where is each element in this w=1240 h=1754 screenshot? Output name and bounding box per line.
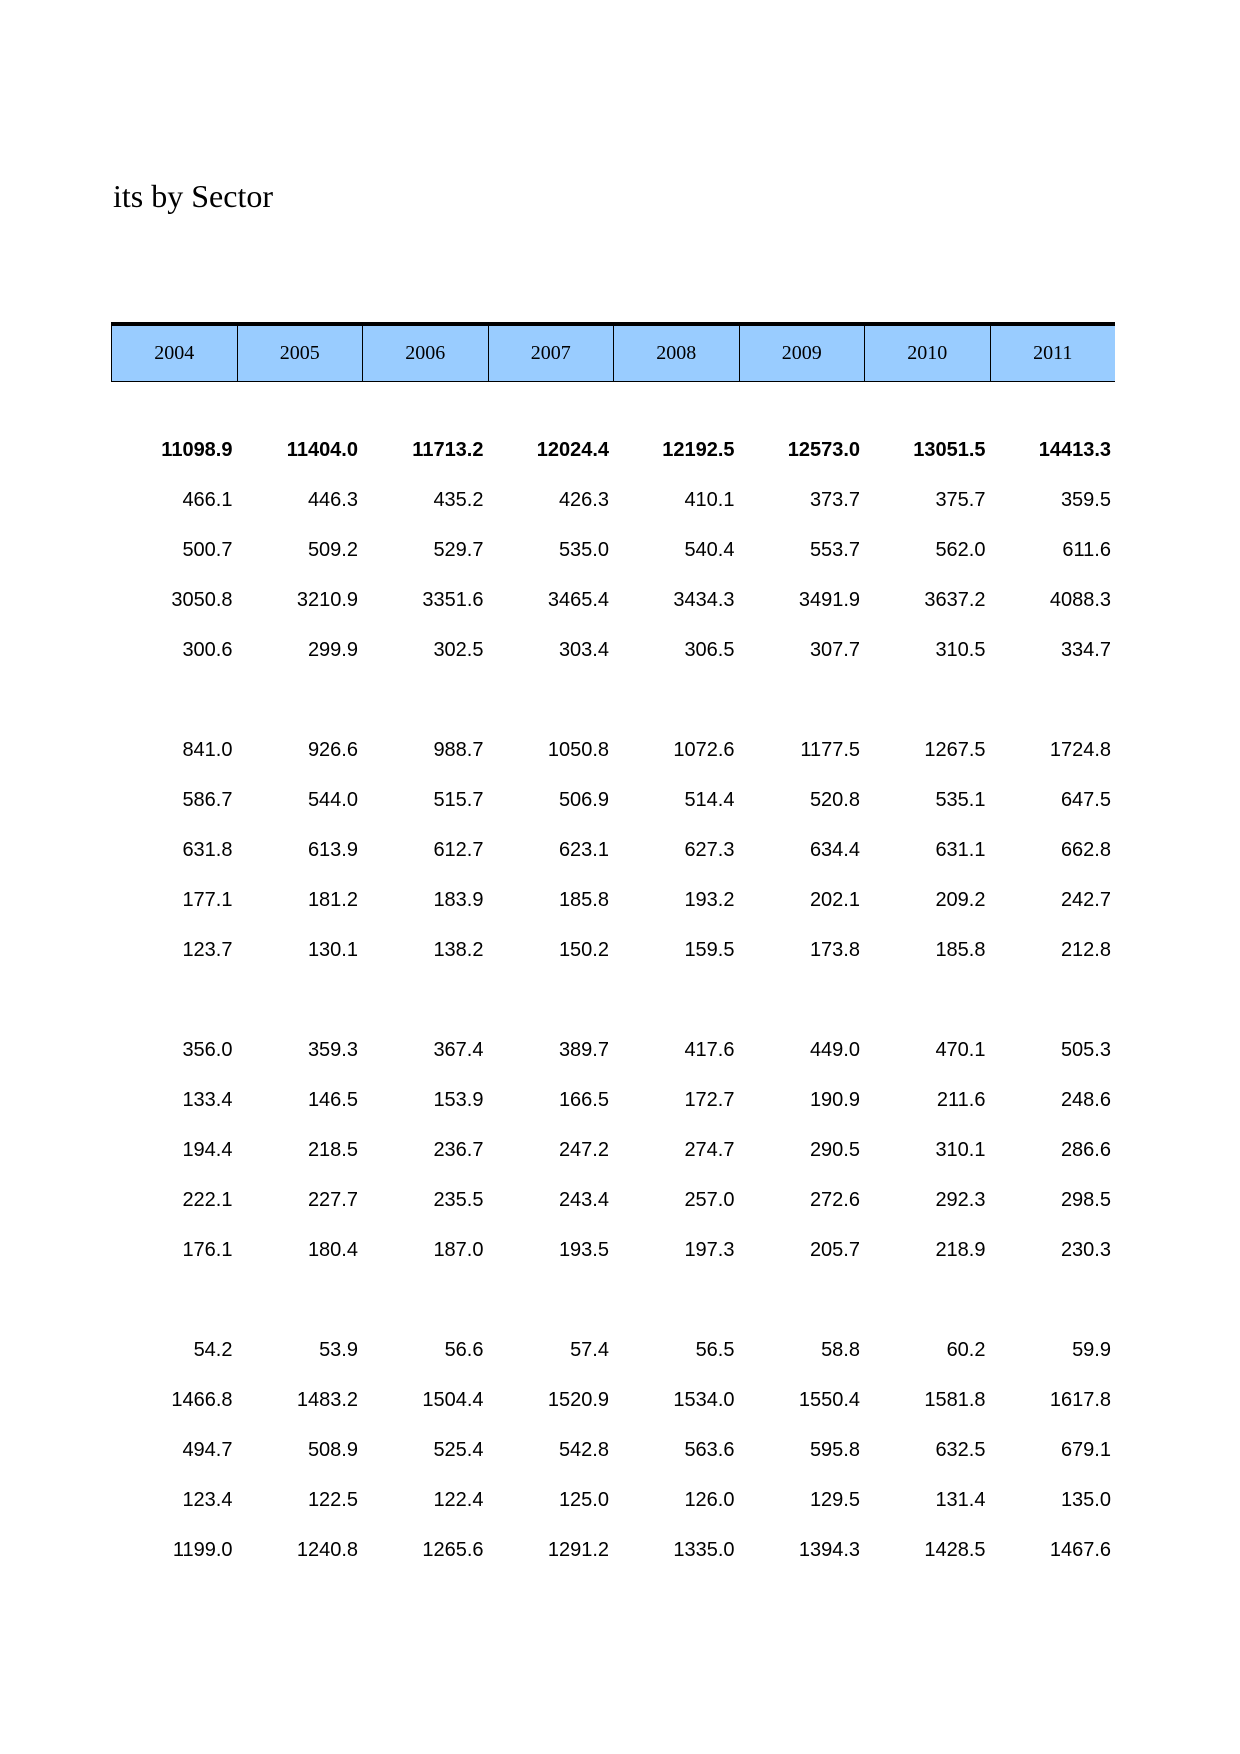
value-cell: 373.7 xyxy=(809,489,860,511)
year-header-cell: 2011 xyxy=(990,326,1116,381)
value-cell: 389.7 xyxy=(558,1039,609,1061)
value-cell: 470.1 xyxy=(935,1039,986,1061)
value-cell: 494.7 xyxy=(182,1439,233,1461)
year-header-cell: 2009 xyxy=(739,326,865,381)
value-cell: 125.0 xyxy=(558,1489,609,1511)
value-cell: 292.3 xyxy=(935,1189,986,1211)
total-row xyxy=(111,430,1115,470)
value-cell: 449.0 xyxy=(809,1039,860,1061)
value-cell: 122.5 xyxy=(307,1489,358,1511)
value-cell: 1550.4 xyxy=(798,1389,860,1411)
value-cell: 359.3 xyxy=(307,1039,358,1061)
value-cell: 631.8 xyxy=(182,839,233,861)
value-cell: 60.2 xyxy=(946,1339,986,1361)
value-cell: 218.5 xyxy=(307,1139,358,1161)
value-cell: 202.1 xyxy=(809,889,860,911)
value-cell: 146.5 xyxy=(307,1089,358,1111)
year-header xyxy=(111,322,1115,382)
table-row xyxy=(111,1030,1115,1070)
value-cell: 123.7 xyxy=(182,939,233,961)
value-cell: 410.1 xyxy=(684,489,735,511)
table-row xyxy=(111,1480,1115,1520)
table-row xyxy=(111,630,1115,670)
value-cell: 306.5 xyxy=(684,639,735,661)
value-cell: 1534.0 xyxy=(673,1389,735,1411)
value-cell: 1267.5 xyxy=(924,739,986,761)
value-cell: 446.3 xyxy=(307,489,358,511)
value-cell: 544.0 xyxy=(307,789,358,811)
value-cell: 632.5 xyxy=(935,1439,986,1461)
value-cell: 236.7 xyxy=(433,1139,484,1161)
value-cell: 3491.9 xyxy=(798,589,860,611)
value-cell: 1265.6 xyxy=(422,1539,484,1561)
value-cell: 159.5 xyxy=(684,939,735,961)
value-cell: 212.8 xyxy=(1060,939,1111,961)
value-cell: 334.7 xyxy=(1060,639,1111,661)
value-cell: 230.3 xyxy=(1060,1239,1111,1261)
table-row xyxy=(111,730,1115,770)
value-cell: 1467.6 xyxy=(1049,1539,1111,1561)
value-cell: 187.0 xyxy=(433,1239,484,1261)
value-cell: 505.3 xyxy=(1060,1039,1111,1061)
value-cell: 286.6 xyxy=(1060,1139,1111,1161)
table-row xyxy=(111,1330,1115,1370)
value-cell: 1177.5 xyxy=(800,739,860,761)
value-cell: 988.7 xyxy=(433,739,484,761)
value-cell: 514.4 xyxy=(684,789,735,811)
table-row xyxy=(111,1180,1115,1220)
value-cell: 197.3 xyxy=(684,1239,735,1261)
value-cell: 235.5 xyxy=(433,1189,484,1211)
table-row xyxy=(111,1230,1115,1270)
value-cell: 257.0 xyxy=(684,1189,735,1211)
table-row xyxy=(111,1130,1115,1170)
value-cell: 367.4 xyxy=(433,1039,484,1061)
value-cell: 525.4 xyxy=(433,1439,484,1461)
value-cell: 612.7 xyxy=(433,839,484,861)
table-row xyxy=(111,1380,1115,1420)
value-cell: 11404.0 xyxy=(286,439,358,461)
value-cell: 247.2 xyxy=(558,1139,609,1161)
year-header-cell: 2008 xyxy=(613,326,739,381)
value-cell: 53.9 xyxy=(319,1339,358,1361)
year-header-row xyxy=(111,326,1115,382)
value-cell: 562.0 xyxy=(935,539,986,561)
value-cell: 631.1 xyxy=(935,839,986,861)
value-cell: 535.0 xyxy=(558,539,609,561)
value-cell: 13051.5 xyxy=(913,439,986,461)
value-cell: 4088.3 xyxy=(1049,589,1111,611)
value-cell: 435.2 xyxy=(433,489,484,511)
value-cell: 1335.0 xyxy=(673,1539,735,1561)
value-cell: 166.5 xyxy=(558,1089,609,1111)
table-row xyxy=(111,1080,1115,1120)
value-cell: 515.7 xyxy=(433,789,484,811)
value-cell: 841.0 xyxy=(182,739,233,761)
value-cell: 54.2 xyxy=(193,1339,233,1361)
value-cell: 3351.6 xyxy=(422,589,484,611)
value-cell: 222.1 xyxy=(182,1189,233,1211)
value-cell: 520.8 xyxy=(809,789,860,811)
table-row xyxy=(111,930,1115,970)
value-cell: 307.7 xyxy=(809,639,860,661)
value-cell: 242.7 xyxy=(1060,889,1111,911)
value-cell: 153.9 xyxy=(433,1089,484,1111)
value-cell: 300.6 xyxy=(182,639,233,661)
value-cell: 177.1 xyxy=(182,889,233,911)
year-header-cell: 2004 xyxy=(111,326,237,381)
value-cell: 129.5 xyxy=(809,1489,860,1511)
value-cell: 298.5 xyxy=(1060,1189,1111,1211)
value-cell: 227.7 xyxy=(307,1189,358,1211)
value-cell: 662.8 xyxy=(1060,839,1111,861)
value-cell: 595.8 xyxy=(809,1439,860,1461)
value-cell: 272.6 xyxy=(809,1189,860,1211)
value-cell: 138.2 xyxy=(433,939,484,961)
value-cell: 611.6 xyxy=(1062,539,1111,561)
value-cell: 1466.8 xyxy=(171,1389,233,1411)
value-cell: 310.1 xyxy=(935,1139,986,1161)
value-cell: 274.7 xyxy=(684,1139,735,1161)
value-cell: 59.9 xyxy=(1072,1339,1111,1361)
value-cell: 176.1 xyxy=(182,1239,233,1261)
value-cell: 509.2 xyxy=(307,539,358,561)
table-row xyxy=(111,480,1115,520)
table-row xyxy=(111,1430,1115,1470)
value-cell: 613.9 xyxy=(307,839,358,861)
value-cell: 209.2 xyxy=(935,889,986,911)
value-cell: 542.8 xyxy=(558,1439,609,1461)
value-cell: 243.4 xyxy=(558,1189,609,1211)
value-cell: 1520.9 xyxy=(547,1389,609,1411)
value-cell: 11713.2 xyxy=(412,439,484,461)
value-cell: 508.9 xyxy=(307,1439,358,1461)
value-cell: 375.7 xyxy=(935,489,986,511)
value-cell: 12573.0 xyxy=(787,439,860,461)
value-cell: 303.4 xyxy=(558,639,609,661)
table-row xyxy=(111,530,1115,570)
value-cell: 194.4 xyxy=(182,1139,233,1161)
value-cell: 3637.2 xyxy=(924,589,986,611)
value-cell: 172.7 xyxy=(684,1089,735,1111)
value-cell: 190.9 xyxy=(809,1089,860,1111)
year-header-cell: 2007 xyxy=(488,326,614,381)
value-cell: 3434.3 xyxy=(673,589,735,611)
value-cell: 1504.4 xyxy=(422,1389,484,1411)
value-cell: 122.4 xyxy=(433,1489,484,1511)
value-cell: 679.1 xyxy=(1060,1439,1111,1461)
value-cell: 310.5 xyxy=(935,639,986,661)
value-cell: 205.7 xyxy=(809,1239,860,1261)
value-cell: 359.5 xyxy=(1060,489,1111,511)
value-cell: 1394.3 xyxy=(798,1539,860,1561)
value-cell: 181.2 xyxy=(307,889,358,911)
year-header-cell: 2010 xyxy=(864,326,990,381)
value-cell: 302.5 xyxy=(433,639,484,661)
value-cell: 647.5 xyxy=(1060,789,1111,811)
table-row xyxy=(111,580,1115,620)
value-cell: 248.6 xyxy=(1060,1089,1111,1111)
year-header-cell: 2005 xyxy=(237,326,363,381)
value-cell: 130.1 xyxy=(307,939,358,961)
table-row xyxy=(111,1530,1115,1570)
value-cell: 183.9 xyxy=(433,889,484,911)
value-cell: 185.8 xyxy=(935,939,986,961)
value-cell: 1483.2 xyxy=(296,1389,358,1411)
value-cell: 185.8 xyxy=(558,889,609,911)
value-cell: 3465.4 xyxy=(547,589,609,611)
value-cell: 540.4 xyxy=(684,539,735,561)
value-cell: 529.7 xyxy=(433,539,484,561)
value-cell: 356.0 xyxy=(182,1039,233,1061)
value-cell: 1724.8 xyxy=(1049,739,1111,761)
value-cell: 12192.5 xyxy=(662,439,735,461)
value-cell: 211.6 xyxy=(936,1089,986,1111)
value-cell: 135.0 xyxy=(1060,1489,1111,1511)
value-cell: 56.6 xyxy=(444,1339,484,1361)
value-cell: 131.4 xyxy=(935,1489,986,1511)
value-cell: 500.7 xyxy=(182,539,233,561)
table-row xyxy=(111,830,1115,870)
value-cell: 57.4 xyxy=(570,1339,609,1361)
value-cell: 14413.3 xyxy=(1038,439,1111,461)
page-title: its by Sector xyxy=(113,178,273,214)
value-cell: 123.4 xyxy=(182,1489,233,1511)
value-cell: 299.9 xyxy=(307,639,358,661)
value-cell: 1428.5 xyxy=(924,1539,986,1561)
value-cell: 150.2 xyxy=(558,939,609,961)
value-cell: 3210.9 xyxy=(296,589,358,611)
value-cell: 1199.0 xyxy=(172,1539,233,1561)
value-cell: 627.3 xyxy=(684,839,735,861)
value-cell: 193.5 xyxy=(558,1239,609,1261)
year-header-cell: 2006 xyxy=(362,326,488,381)
value-cell: 126.0 xyxy=(684,1489,735,1511)
value-cell: 11098.9 xyxy=(161,439,233,461)
value-cell: 1240.8 xyxy=(296,1539,358,1561)
value-cell: 173.8 xyxy=(809,939,860,961)
value-cell: 218.9 xyxy=(935,1239,986,1261)
value-cell: 1072.6 xyxy=(673,739,735,761)
value-cell: 553.7 xyxy=(809,539,860,561)
value-cell: 466.1 xyxy=(182,489,233,511)
value-cell: 623.1 xyxy=(558,839,609,861)
value-cell: 180.4 xyxy=(307,1239,358,1261)
value-cell: 133.4 xyxy=(182,1089,233,1111)
value-cell: 290.5 xyxy=(809,1139,860,1161)
table-row xyxy=(111,880,1115,920)
value-cell: 417.6 xyxy=(684,1039,735,1061)
value-cell: 563.6 xyxy=(684,1439,735,1461)
value-cell: 56.5 xyxy=(695,1339,735,1361)
value-cell: 634.4 xyxy=(809,839,860,861)
value-cell: 506.9 xyxy=(558,789,609,811)
value-cell: 586.7 xyxy=(182,789,233,811)
value-cell: 3050.8 xyxy=(171,589,233,611)
value-cell: 926.6 xyxy=(307,739,358,761)
value-cell: 1617.8 xyxy=(1049,1389,1111,1411)
value-cell: 193.2 xyxy=(684,889,735,911)
value-cell: 12024.4 xyxy=(536,439,609,461)
table-row xyxy=(111,780,1115,820)
value-cell: 426.3 xyxy=(558,489,609,511)
value-cell: 58.8 xyxy=(821,1339,860,1361)
value-cell: 535.1 xyxy=(935,789,986,811)
value-cell: 1050.8 xyxy=(547,739,609,761)
value-cell: 1291.2 xyxy=(547,1539,609,1561)
value-cell: 1581.8 xyxy=(924,1389,986,1411)
